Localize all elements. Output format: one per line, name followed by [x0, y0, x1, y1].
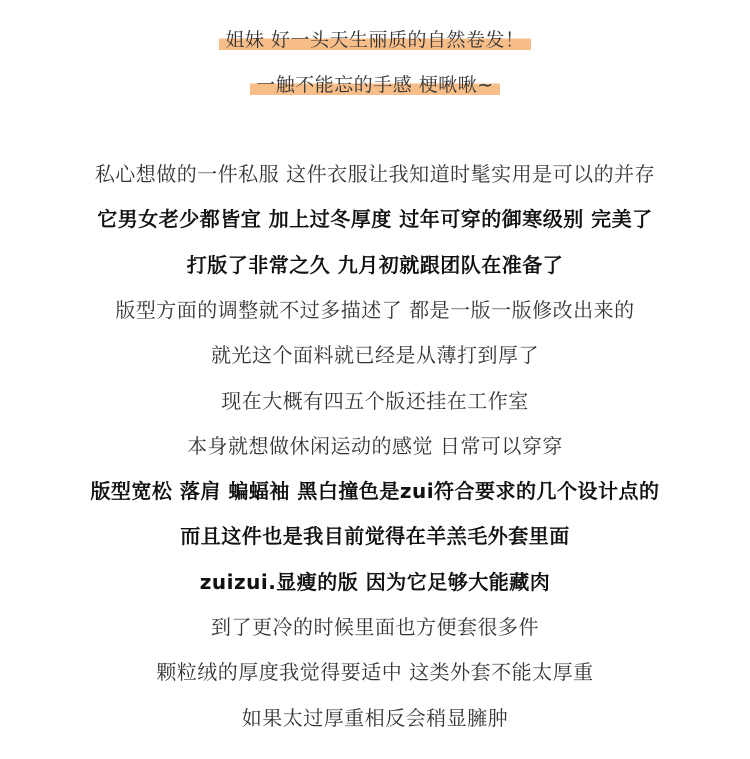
article-line: 本身就想做休闲运动的感觉 日常可以穿穿	[187, 433, 563, 458]
article-line: 版型宽松 落肩 蝙蝠袖 黑白撞色是zui符合要求的几个设计点的	[90, 479, 660, 504]
article-line: 现在大概有四五个版还挂在工作室	[221, 388, 529, 413]
article-line: 颗粒绒的厚度我觉得要适中 这类外套不能太厚重	[156, 660, 594, 685]
article-line: 它男女老少都皆宜 加上过冬厚度 过年可穿的御寒级别 完美了	[97, 207, 653, 232]
article-line: 打版了非常之久 九月初就跟团队在准备了	[186, 252, 564, 277]
header-tagline-2	[0, 72, 750, 98]
highlighted-tagline-text: 一触不能忘的手感 梗啾啾~	[250, 72, 499, 98]
article-line: zuizui.显瘦的版 因为它足够大能藏肉	[199, 569, 551, 594]
article-line: 而且这件也是我目前觉得在羊羔毛外套里面	[180, 524, 570, 549]
article-line: 私心想做的一件私服 这件衣服让我知道时髦实用是可以的并存	[94, 162, 656, 186]
article-line: 如果太过厚重相反会稍显臃肿	[241, 705, 509, 730]
highlighted-tagline-text: 姐妹 好一头天生丽质的自然卷发！	[219, 27, 530, 53]
article-line: 版型方面的调整就不过多描述了 都是一版一版修改出来的	[115, 297, 635, 322]
header-tagline-1	[0, 27, 750, 53]
article-line: 就光这个面料就已经是从薄打到厚了	[211, 343, 539, 368]
article-line: 到了更冷的时候里面也方便套很多件	[211, 615, 539, 639]
